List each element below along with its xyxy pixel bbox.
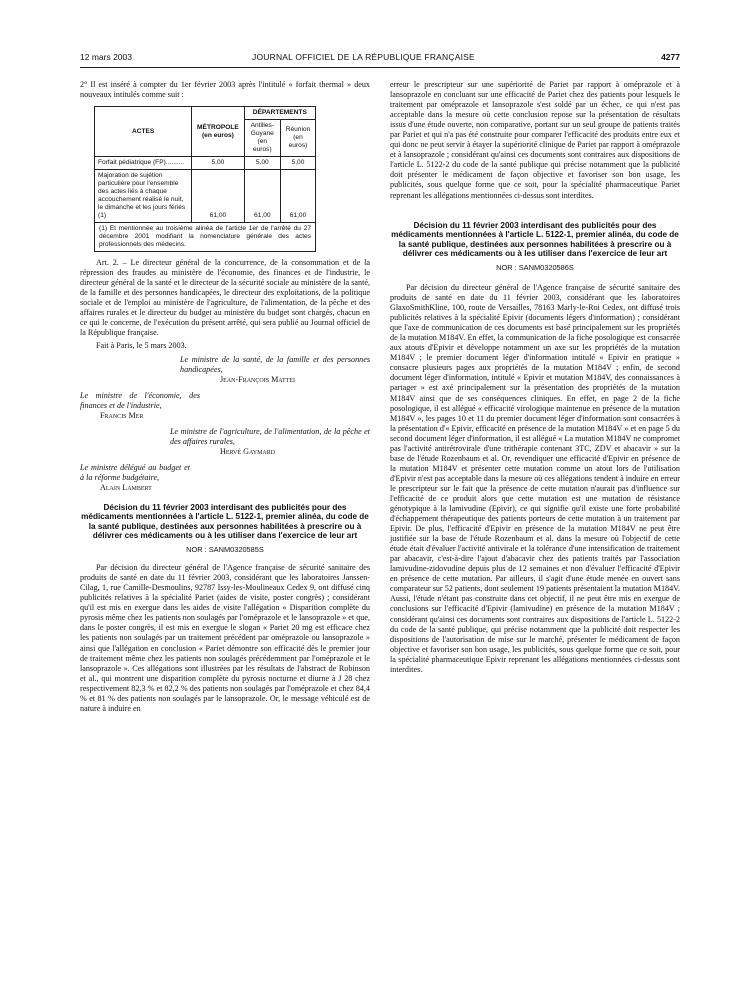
row-value-reunion: 5,00 [280, 157, 315, 170]
signatory-role: Le ministre de l'agriculture, de l'alimentation, de la pêche et des affaires rurales, [170, 426, 370, 446]
left-column [80, 80, 370, 717]
nor-reference: NOR : SANM0320585S [186, 545, 264, 555]
table-footnote: (1) Et mentionnée au troisième alinéa de l'article 1er de l'arrêté du 27 décembre 2001 modifiant la nomenclature générale des actes professionnels des médecins. [94, 223, 316, 252]
signatory-name: Hervé Gaymard [220, 446, 276, 456]
decision-title: Décision du 11 février 2003 interdisant des publicités pour des médicaments mentionnées à l'article L. 5122-1, premier alinéa, du code de la santé publique, destinées aux personnes habilitées à prescrire ou à délivrer ces médicaments ou à les utiliser dans l'exercice de leur art [391, 220, 679, 259]
tariff-table [94, 106, 316, 223]
signatory-role: Le ministre délégué au budget et à la réforme budgétaire, [80, 462, 190, 482]
th-departements: DÉPARTEMENTS [244, 107, 315, 120]
signatory-name: Jean-François Mattei [220, 374, 295, 384]
intro-paragraph: 2° Il est inséré à compter du 1er février 2003 après l'intitulé « forfait thermal » deux nouveaux intitulés comme suit : [80, 80, 370, 100]
th-reunion: Réunion (en euros) [280, 120, 315, 157]
header-rule [80, 67, 680, 68]
row-label: Majoration de sujétion particulière pour l'ensemble des actes liés à chaque accouchement réalisé le nuit, le dimanche et les jours fériés (1) [95, 170, 192, 223]
table-row [95, 170, 316, 223]
table-row [95, 157, 316, 170]
row-value-metropole: 5,00 [192, 157, 244, 170]
header-date: 12 mars 2003 [80, 52, 132, 62]
page-number: 4277 [661, 52, 680, 62]
decision-title: Décision du 11 février 2003 interdisant des publicités pour des médicaments mentionnées à l'article L. 5122-1, premier alinéa, du code de la santé publique, destinées aux personnes habilitées à prescrire ou à délivrer ces médicaments ou à les utiliser dans l'exercice de leur art [81, 502, 369, 541]
fait-a-paris: Fait à Paris, le 5 mars 2003. [96, 341, 187, 351]
row-value-antilles: 61,00 [244, 170, 280, 223]
decision-text: Par décision du directeur général de l'Agence française de sécurité sanitaire des produits de santé en date du 11 février 2003, considérant que les laboratoires Janssen-Cilag, 1, rue Camille-Desmoulins, 92787 Issy-les-Moulineaux Cedex 9, ont diffusé cinq publicités relatives à la spécialité Pariet (aides de visite, poster congrès) ; considérant qu'il est mis en exergue dans les aides de visite l'allégation « Disparition complète du pyrosis même chez les patients non soulagés par l'oméprazole et le lansoprazole » et que, dans le poster congrès, il est mis en exergue le slogan « Pariet 20 mg est efficace chez les patients non soulagés par un traitement précédent par oméprazole ou lansoprazole » ainsi que l'allégation en conclusion « Pariet démontre son efficacité dès le premier jour de traitement même chez les patients non soulagés précédemment par l'oméprazole et le lansoprazole ». Ces allégations sont illustrées par les résultats de l'abstract de Robinson et al., qui montrent une disparition complète du pyrosis nocturne et diurne à J 28 chez respectivement 82,3 % et 82,2 % des patients non soulagés par l'oméprazole et chez 84,4 % et 81 % des patients non soulagés par le lansoprazole. Or, le message véhiculé est de nature à induire en [80, 563, 370, 713]
row-value-antilles: 5,00 [244, 157, 280, 170]
page-header [80, 52, 680, 66]
article-2: Art. 2. – Le directeur général de la concurrence, de la consommation et de la répression des fraudes au ministère de l'économie, des finances et de l'industrie, le directeur général de la santé et le directeur de la sécurité sociale au ministère de la santé, de la famille et des personnes handicapées, le directeur des exploitations, de la politique sociale et de l'emploi au ministère de l'agriculture, de l'alimentation, de la pêche et des affaires rurales et le directeur du budget au ministère du budget sont chargés, chacun en ce qui le concerne, de l'exécution du présent arrêté, qui sera publié au Journal officiel de la République française. [80, 258, 370, 338]
th-actes: ACTES [95, 107, 192, 157]
signatory-name: Francis Mer [100, 410, 144, 420]
th-antilles: Antilles-Guyane (en euros) [244, 120, 280, 157]
continued-text: erreur le prescripteur sur une supériorité de Pariet par rapport à oméprazole et à lansoprazole en concluant sur une efficacité de Pariet chez des patients pour lesquels le traitement par oméprazole et lansoprazole s'est soldé par un échec, ce qui n'est pas acceptable dans la mesure où cette conclusion repose sur la présentation de résultats issus d'une étude ouverte, non comparative, portant sur un seul groupe de patients traités par Pariet et qui n'a pas été construite pour comparer l'efficacité des produits entre eux et qui donc ne peut servir à étayer la supériorité clinique de Pariet par rapport à oméprazole et à lansoprazole ; considérant qu'ainsi ces documents sont contraires aux dispositions de l'article L. 5122-2 du code de la santé publique qui précise notamment que la publicité doit présenter le médicament de façon objective et favoriser son bon usage, les publicités, sous quelque forme que ce soit, pour la spécialité pharmaceutique Pariet reprenant les allégations mentionnées ci-dessus sont interdites. [390, 80, 680, 200]
th-metropole: MÉTROPOLE (en euros) [192, 107, 244, 157]
journal-title: JOURNAL OFFICIEL DE LA RÉPUBLIQUE FRANÇAISE [252, 52, 475, 62]
row-label: Forfait pédiatrique (FP).......... [95, 157, 192, 170]
nor-reference: NOR : SANM0320586S [496, 262, 574, 272]
decision-text: Par décision du directeur général de l'Agence française de sécurité sanitaire des produits de santé en date du 11 février 2003, considérant que les laboratoires GlaxoSmithKline, 100, route de Versailles, 78163 Marly-le-Roi Cedex, ont diffusé trois publicités relatives à la spécialité Epivir (documents légers d'information) ; considérant que l'axe de communication de ces documents est basé principalement sur les propriétés de la mutation M184V. En effet, la communication de la fiche posologique est consacrée aux atouts d'Epivir et développe notamment un axe sur les propriétés de la mutation M184V ; le premier document léger d'information intitulé « Epivir en pratique » consacre plusieurs pages aux propriétés de la mutation M184V ; enfin, de second document léger d'information, intitulé « Epivir et mutation M184V, des connaissances à partager » est axé principalement sur la présentation des propriétés de la mutation M184V ainsi que de ses conséquences cliniques. En effet, en page 2 de la fiche posologique, il est allégué « efficacité virologique maintenue en présence de la mutation M184V », les pages 10 et 11 du premier document léger d'information sont consacrées à la présentation d'« Epivir, efficacité en présence de la mutation M184V » et en page 5 du second document léger d'information, il est allégué « La mutation M184V ne compromet pas l'activité antirétrovirale d'une trithérapie contenant 3TC, ZDV et abacavir » sur la base de l'étude Rozenbaum et al. Or, revendiquer une efficacité d'Epivir en présence de la mutation M184V et présenter cette mutation comme un atout lors de l'utilisation d'Epivir n'est pas acceptable dans la mesure où ces allégations tendent à induire en erreur le prescripteur sur le fait que la présence de cette mutation n'aurait pas d'influence sur l'efficacité de ce produit alors que cette mutation est une mutation de résistance génotypique à la lamivudine (Epivir), ce qui signifie qu'il existe une forte probabilité d'échappement thérapeutique des patients porteurs de cette mutation à un traitement par Epivir. De plus, l'efficacité d'Epivir en présence de la mutation M184V ne peut être justifiée sur la base de l'étude Rozenbaum et al. dans la mesure où l'objectif de cette étude était d'évaluer l'activité antivirale et la tolérance d'une intensification de traitement par abacavir, c'est-à-dire l'ajout d'abacavir chez des patients traités par l'association lamivudine-zidovudine depuis plus de 12 semaines et non d'évaluer l'efficacité d'Epivir en présence de cette mutation. Par ailleurs, il s'agit d'une étude menée en ouvert sans comparateur sur 52 patients, dont seulement 19 patients présentaient la mutation M184V. Aussi, l'étude n'étant pas construite dans cet objectif, il ne peut être mis en exergue de conclusions sur l'efficacité d'Epivir (lamivudine) en présence de la mutation M184V ; considérant qu'ainsi ces documents sont contraires aux dispositions de l'article L. 5122-2 du code de la santé publique, qui précise notamment que la publicité doit respecter les dispositions de l'autorisation de mise sur le marché, présenter le médicament de façon objective et favoriser son bon usage, les publicités, sous quelque forme que ce soit, pour la spécialité pharmaceutique Epivir reprenant les allégations mentionnées ci-dessus sont interdites. [390, 282, 680, 674]
signatory-role: Le ministre de l'économie, des finances et de l'industrie, [80, 390, 200, 410]
row-value-reunion: 61,00 [280, 170, 315, 223]
signatory-role: Le ministre de la santé, de la famille et des personnes handicapées, [180, 354, 370, 374]
row-value-metropole: 61,00 [192, 170, 244, 223]
right-column [390, 80, 680, 678]
signatory-name: Alain Lambert [100, 482, 152, 492]
